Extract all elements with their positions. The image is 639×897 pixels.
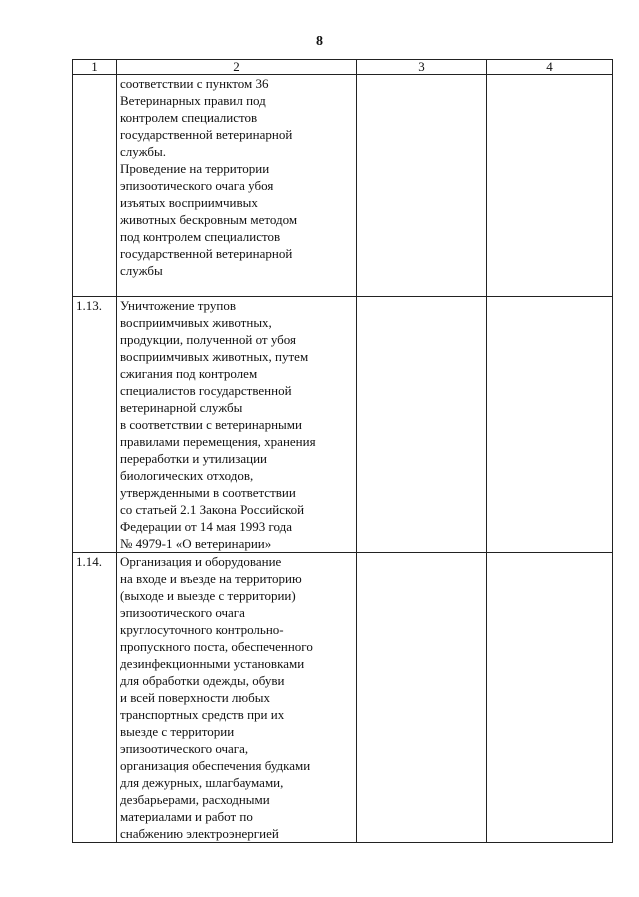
description-line: продукции, полученной от убоя <box>120 332 297 347</box>
row-number <box>73 75 117 297</box>
description-line: со статьей 2.1 Закона Российской <box>120 502 305 517</box>
description-line: № 4979-1 «О ветеринарии» <box>120 536 272 551</box>
row-col-3 <box>357 297 487 553</box>
measure-description <box>117 75 357 297</box>
description-line: транспортных средств при их <box>120 707 285 722</box>
description-line: службы <box>120 263 163 278</box>
header-col-1: 1 <box>73 60 117 75</box>
description-line: (выходе и выезде с территории) <box>120 588 296 603</box>
description-line: Федерации от 14 мая 1993 года <box>120 519 293 534</box>
description-line: сжигания под контролем <box>120 366 258 381</box>
description-line: правилами перемещения, хранения <box>120 434 316 449</box>
description-line: контролем специалистов <box>120 110 258 125</box>
description-line: дезинфекционными установками <box>120 656 305 671</box>
description-line: государственной ветеринарной <box>120 246 293 261</box>
description-line: и всей поверхности любых <box>120 690 270 705</box>
description-line: снабжению электроэнергией <box>120 826 279 841</box>
row-col-3 <box>357 553 487 843</box>
header-col-3: 3 <box>357 60 487 75</box>
table-header-row <box>73 60 613 75</box>
description-line: государственной ветеринарной <box>120 127 293 142</box>
description-line: Ветеринарных правил под <box>120 93 266 108</box>
measure-description <box>117 297 357 553</box>
description-line: биологических отходов, <box>120 468 254 483</box>
row-col-3 <box>357 75 487 297</box>
description-line: круглосуточного контрольно- <box>120 622 284 637</box>
description-line: восприимчивых животных, путем <box>120 349 309 364</box>
description-line: эпизоотического очага, <box>120 741 249 756</box>
header-col-2: 2 <box>117 60 357 75</box>
description-line: для обработки одежды, обуви <box>120 673 285 688</box>
table-row <box>73 553 613 843</box>
description-line: изъятых восприимчивых <box>120 195 258 210</box>
row-col-4 <box>487 553 613 843</box>
description-line: организация обеспечения будками <box>120 758 311 773</box>
description-line: в соответствии с ветеринарными <box>120 417 302 432</box>
description-line: под контролем специалистов <box>120 229 281 244</box>
description-line: Организация и оборудование <box>120 554 282 569</box>
description-line: эпизоотического очага убоя <box>120 178 274 193</box>
description-line: специалистов государственной <box>120 383 292 398</box>
page-number: 8 <box>316 34 323 49</box>
description-line: эпизоотического очага <box>120 605 245 620</box>
description-line: Уничтожение трупов <box>120 298 236 313</box>
description-line: пропускного поста, обеспеченного <box>120 639 313 654</box>
description-line: восприимчивых животных, <box>120 315 272 330</box>
description-line: службы. <box>120 144 166 159</box>
table-row <box>73 75 613 297</box>
description-line: переработки и утилизации <box>120 451 267 466</box>
table-row <box>73 297 613 553</box>
description-line: для дежурных, шлагбаумами, <box>120 775 284 790</box>
description-line: дезбарьерами, расходными <box>120 792 270 807</box>
row-col-4 <box>487 75 613 297</box>
description-line: материалами и работ по <box>120 809 253 824</box>
description-line: ветеринарной службы <box>120 400 243 415</box>
header-col-4: 4 <box>487 60 613 75</box>
row-number: 1.14. <box>73 553 117 843</box>
row-number: 1.13. <box>73 297 117 553</box>
row-col-4 <box>487 297 613 553</box>
description-line: соответствии с пунктом 36 <box>120 76 269 91</box>
description-line: животных бескровным методом <box>120 212 298 227</box>
description-line: на входе и въезде на территорию <box>120 571 302 586</box>
measure-description <box>117 553 357 843</box>
description-line: Проведение на территории <box>120 161 270 176</box>
measures-table <box>72 59 613 843</box>
description-line: утвержденными в соответствии <box>120 485 296 500</box>
description-line: выезде с территории <box>120 724 235 739</box>
